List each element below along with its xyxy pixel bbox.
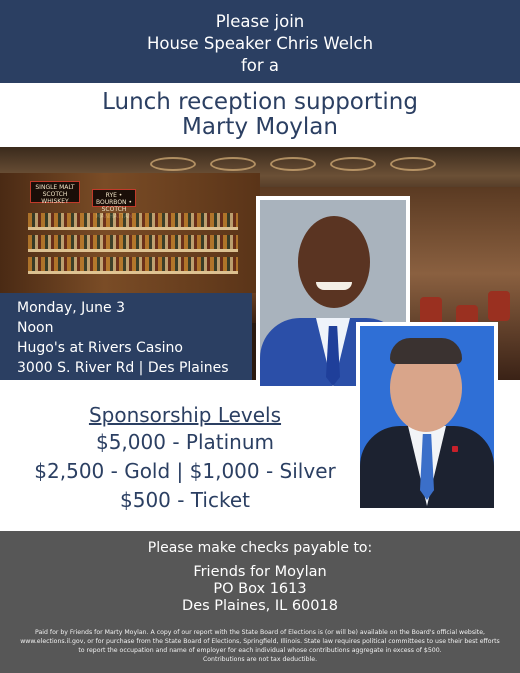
sponsorship-levels <box>20 402 350 515</box>
event-time: Noon <box>17 320 54 336</box>
level-platinum: $5,000 - Platinum <box>95 430 275 454</box>
event-details <box>0 293 252 380</box>
bottle-row <box>28 235 238 249</box>
portrait-marty-moylan <box>356 322 498 512</box>
bar-shelves <box>0 173 260 293</box>
ceiling-light <box>390 157 436 171</box>
mailing-address <box>0 564 520 615</box>
city-state-zip: Des Plaines, IL 60018 <box>182 598 338 614</box>
payment-footer <box>0 531 520 673</box>
event-date: Monday, June 3 <box>17 300 126 316</box>
shelf <box>28 271 238 274</box>
manhattan-sign <box>92 189 136 213</box>
shelf <box>28 227 238 230</box>
shelf <box>28 249 238 252</box>
header-line-3: for a <box>240 56 280 75</box>
event-venue: Hugo's at Rivers Casino <box>17 340 183 356</box>
ceiling-light <box>330 157 376 171</box>
hair <box>390 338 462 364</box>
flag-pin <box>452 446 458 452</box>
disclaimer-text: Paid for by Friends for Marty Moylan. A copy of our report with the State Board of Elections is (or will be) available on the Board's official website, www.elections.il.gov, or for purchase from the State Board of Elections, Springfield, Illinois. State law requires political committees to use their best efforts to report the occupation and name of employer for each individual whose contributions aggregate in excess of $500. <box>20 629 500 654</box>
header-line-2: House Speaker Chris Welch <box>146 34 374 53</box>
face <box>298 216 370 308</box>
sponsorship-heading: Sponsorship Levels <box>88 403 282 427</box>
level-gold-silver: $2,500 - Gold | $1,000 - Silver <box>34 459 336 483</box>
whiskey-sign <box>30 181 80 203</box>
tax-note: Contributions are not tax deductible. <box>202 656 318 663</box>
payee-name: Friends for Moylan <box>193 564 327 580</box>
bottle-row <box>28 257 238 271</box>
title-line-1: Lunch reception supporting <box>102 89 418 115</box>
chair <box>488 291 510 321</box>
event-title <box>0 83 520 147</box>
manhattan-sign-text: RYE • BOURBON • SCOTCH <box>96 192 132 213</box>
checks-payable-label: Please make checks payable to: <box>147 540 373 556</box>
ceiling-light <box>210 157 256 171</box>
header-line-1: Please join <box>215 12 305 31</box>
legal-disclaimer <box>20 628 500 664</box>
whiskey-sign-text: SINGLE MALT SCOTCH WHISKEY <box>35 184 75 205</box>
level-ticket: $500 - Ticket <box>120 488 250 512</box>
event-address: 3000 S. River Rd | Des Plaines <box>17 360 229 376</box>
bottle-row <box>28 213 238 227</box>
ceiling-light <box>270 157 316 171</box>
title-line-2: Marty Moylan <box>182 114 338 140</box>
po-box: PO Box 1613 <box>213 581 307 597</box>
ceiling-light <box>150 157 196 171</box>
smile <box>316 282 352 290</box>
invitation-header <box>0 0 520 83</box>
